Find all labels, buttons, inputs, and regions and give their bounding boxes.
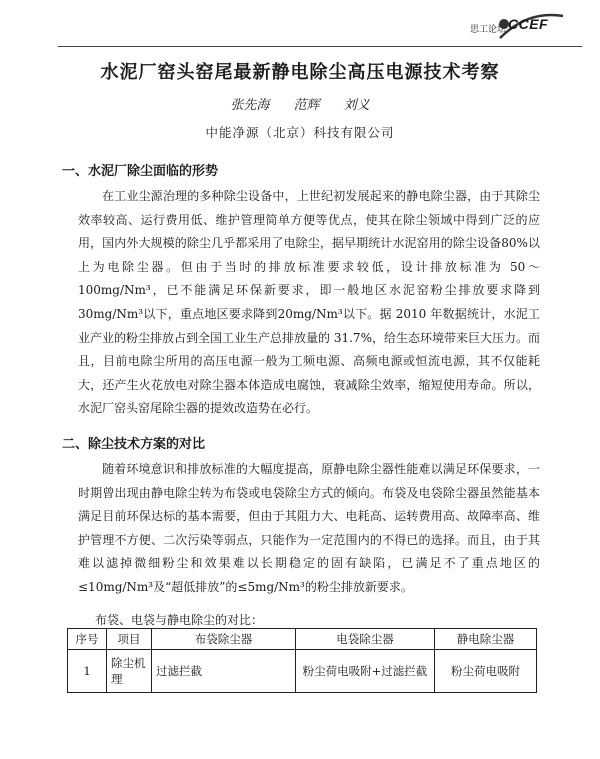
- paper-title: 水泥厂窑头窑尾最新静电除尘高压电源技术考察: [100, 62, 500, 83]
- table-header-row: [68, 629, 537, 650]
- table-header-cell: 项目: [107, 629, 152, 650]
- logo-mark: CCEF: [508, 16, 549, 32]
- table-header-cell: 电袋除尘器: [296, 629, 435, 650]
- table-cell: 除尘机理: [107, 650, 152, 693]
- table-header-cell: 静电除尘器: [435, 629, 537, 650]
- paper-authors: 张先海 范辉 刘义: [230, 98, 370, 113]
- table-header-cell: 布袋除尘器: [152, 629, 296, 650]
- paper-affiliation: 中能净源（北京）科技有限公司: [205, 125, 395, 140]
- table-row: [68, 650, 537, 693]
- section-paragraph-1: 在工业尘源治理的多种除尘设备中，上世纪初发展起来的静电除尘器，由于其除尘效率较高、运行费用低、维护管理简单方便等优点，使其在除尘领域中得到广泛的应用，国内外大规模的除尘几乎都采用了电除尘，据早期统计水泥窑用的除尘设备80%以上为电除尘器。但由于当时的排放标准要求较低，设计排放标准为 50～100mg/Nm³，已不能满足环保新要求，即一般地区水泥窑粉尘排放要求降到 30mg/Nm³以下，重点地区要求降到20mg/Nm³以下。据 2010 年数据统计，水泥工业产业的粉尘排放占到全国工业生产总排放量的 31.7%，给生态环境带来巨大压力。而且，目前电除尘所用的高压电源一般为工频电源、高频电源或恒流电源，其不仅能耗大，还产生火花放电对除尘器本体造成电腐蚀，衰减除尘效率，缩短使用寿命。所以，水泥厂窑头窑尾除尘器的提效改造势在必行。: [78, 189, 540, 416]
- table-cell: 1: [68, 650, 107, 693]
- table-cell: 粉尘荷电吸附: [435, 650, 537, 693]
- table-cell: 粉尘荷电吸附+过滤拦截: [296, 650, 435, 693]
- comparison-table: [67, 628, 537, 693]
- table-header-cell: 序号: [68, 629, 107, 650]
- section-heading-1: 一、水泥厂除尘面临的形势: [62, 164, 219, 179]
- logo-text: 思工论坛: [470, 25, 507, 35]
- section-paragraph-2: 随着环境意识和排放标准的大幅度提高，原静电除尘器性能难以满足环保要求，一时期曾出现由静电除尘转为布袋或电袋除尘方式的倾向。布袋及电袋除尘器虽然能基本满足目前环保达标的基本需要，但由于其阻力大、电耗高、运转费用高、故障率高、维护管理不方便、二次污染等弱点，只能作为一定范围内的不得已的选择。而且，由于其难以滤掉微细粉尘和效果难以长期稳定的固有缺陷，已满足不了重点地区的≤10mg/Nm³及“超低排放”的≤5mg/Nm³的粉尘排放新要求。: [78, 462, 540, 594]
- header-rule: [58, 46, 582, 47]
- table-caption: 布袋、电袋与静电除尘的对比：: [95, 613, 264, 627]
- table-cell: 过滤拦截: [152, 650, 296, 693]
- section-heading-2: 二、除尘技术方案的对比: [62, 437, 206, 452]
